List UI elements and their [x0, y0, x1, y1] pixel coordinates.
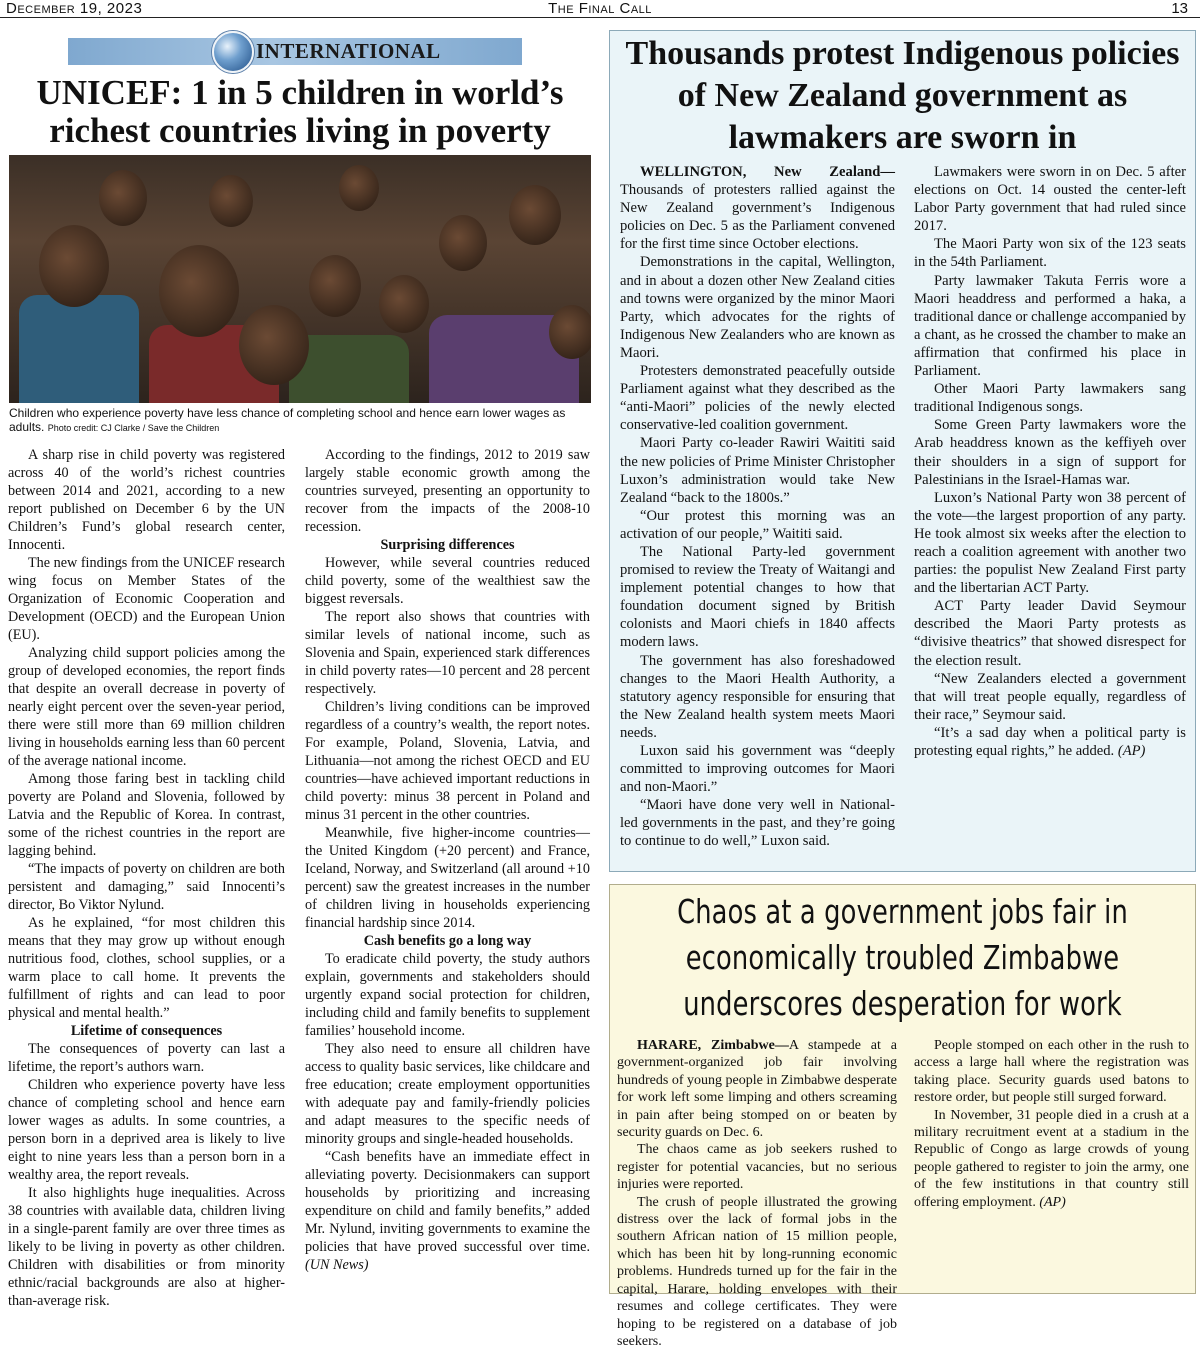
paragraph: “New Zealanders elected a government that will treat people equally, regardless of their race,” Seymour said. [914, 670, 1186, 723]
paragraph: The report also shows that countries with similar levels of national income, such as Slovenia and Spain, experienced stark differences in child poverty rates—10 percent and 28 percent respectively. [305, 609, 590, 697]
paragraph: People stomped on each other in the rush to access a large hall where the registration was taking place. Security guards used batons to restore order, but people still surged forward. [914, 1038, 1189, 1106]
source-credit: (AP) [1039, 1194, 1066, 1210]
paragraph-text: A stampede at a government-organized job fair involving hundreds of young people in Zimbabwe desperate for work left some limping and others screaming in pain after being stomped on or beaten by security guards on Dec. 6. [617, 1038, 897, 1141]
paragraph [914, 1107, 1189, 1211]
paragraph-text: In November, 31 people died in a crush at a military recruitment event at a stadium in the Republic of Congo as large crowds of young people gathered to register to join the army, one of the few institutions in that country still offering employment. [914, 1107, 1189, 1210]
paragraph: The consequences of poverty can last a lifetime, the report’s authors warn. [8, 1041, 285, 1075]
subheading: Cash benefits go a long way [363, 933, 532, 949]
paragraph: Party lawmaker Takuta Ferris wore a Maori headdress and performed a haka, a traditional dance or challenge accompanied by a chant, as he crossed the chamber to make an affirmation that confirmed his place in Parliament. [914, 272, 1186, 380]
paragraph: A sharp rise in child poverty was registered across 40 of the world’s richest countries between 2014 and 2021, according to a new report published on December 6 by the UN Children’s Fund’s global research center, Innocenti. [8, 447, 285, 553]
zim-column-2 [914, 1037, 1189, 1211]
globe-icon [212, 31, 254, 73]
paragraph: It also highlights huge inequalities. Across 38 countries with available data, children living in a single-parent family are over three times as likely to be living in poverty as other children. Children with disabilities or from minority ethnic/racial backgrounds are also at higher-than-average risk. [8, 1185, 285, 1309]
paragraph-text: Thousands of protesters rallied against the New Zealand government’s Indigenous policies on Dec. 5 as the Parliament convened for the first time since October elections. [620, 182, 895, 253]
paragraph: The National Party-led government promised to review the Treaty of Waitangi and implement potential changes to how that foundation document signed by British colonists and Maori chiefs in 1840 affects modern laws. [620, 543, 895, 651]
paragraph [305, 1148, 590, 1274]
paragraph: Children who experience poverty have less chance of completing school and hence earn lower wages as adults. In some countries, a person born in a deprived area is likely to live eight to nine years less than a person born in a wealthy area, the report reveals. [8, 1077, 285, 1183]
paragraph: Luxon’s National Party won 38 percent of the vote—the largest proportion of any party. He took almost six weeks after the election to reach a coalition agreement with another two parties: the populist New Zealand First party and the libertarian ACT Party. [914, 489, 1186, 597]
page-number: 13 [1171, 0, 1188, 17]
subheading: Surprising differences [380, 537, 515, 553]
paragraph: They also need to ensure all children have access to quality basic services, like childcare and free education; create employment opportunities with adequate pay and family-friendly policies and adapt measures to the specific needs of minority groups and single-headed households. [305, 1041, 590, 1147]
dateline: HARARE, Zimbabwe— [637, 1038, 789, 1053]
paragraph: To eradicate child poverty, the study authors explain, governments and stakeholders should urgently expand social protection for children, including child and family benefits to supplement families’ household income. [305, 951, 590, 1039]
paragraph: Other Maori Party lawmakers sang traditional Indigenous songs. [914, 381, 1186, 416]
issue-date: December 19, 2023 [6, 0, 143, 17]
source-credit: (UN News) [305, 1257, 369, 1273]
paragraph: Among those faring best in tackling child poverty are Poland and Slovenia, followed by Latvia and the Republic of Korea. In contrast, some of the richest countries in the report are lagging behind. [8, 771, 285, 859]
article-photo [9, 155, 591, 403]
zim-headline: Chaos at a government jobs fair in economically troubled Zimbabwe underscores desperation for work [677, 892, 1128, 1023]
paragraph-text: “It’s a sad day when a political party is protesting equal rights,” he added. [914, 724, 1186, 759]
nz-column-1 [620, 163, 895, 851]
subheading: Lifetime of consequences [70, 1023, 223, 1039]
nz-column-2 [914, 163, 1186, 760]
paragraph: As he explained, “for most children this means that they may grow up without enough nutritious food, clothes, school supplies, or a warm place to call home. It prevents the fulfillment of rights and can lead to poor physical and mental health.” [8, 915, 285, 1021]
paragraph: The Maori Party won six of the 123 seats in the 54th Parliament. [914, 236, 1186, 271]
photo-credit: Photo credit: CJ Clarke / Save the Children [47, 423, 220, 433]
paragraph: Analyzing child support policies among the group of developed economies, the report finds that despite an overall decrease in poverty of nearly eight percent over the seven-year period, there were still more than 69 million children living in households earning less than 60 percent of the average national income. [8, 645, 285, 769]
paragraph [914, 724, 1186, 760]
page-header [0, 0, 1200, 18]
paragraph: According to the findings, 2012 to 2019 saw largely stable economic growth among the countries surveyed, presenting an opportunity to recover from the impacts of the 2008-10 recession. [305, 447, 590, 535]
left-headline: UNICEF: 1 in 5 children in world’s richest countries living in poverty [36, 73, 564, 150]
left-column-1 [8, 446, 285, 1310]
paragraph: Meanwhile, five higher-income countries—the United Kingdom (+20 percent) and France, Iceland, Norway, and Switzerland (all around +10 percent) saw the greatest increases in the number of children living in households experiencing financial hardship since 2014. [305, 825, 590, 931]
paragraph: ACT Party leader David Seymour described the Maori Party protests as “divisive theatrics” that showed disrespect for the election result. [914, 598, 1186, 669]
paragraph: Some Green Party lawmakers wore the Arab headdress known as the keffiyeh over their shoulders in a sign of support for Palestinians in the Israel-Hamas war. [914, 417, 1186, 488]
paragraph: The chaos came as job seekers rushed to register for potential vacancies, but no serious injuries were reported. [617, 1142, 897, 1193]
paragraph: Maori Party co-leader Rawiri Waititi said the new policies of Prime Minister Christopher Luxon’s administration would take New Zealand “back to the 1800s.” [620, 435, 895, 506]
paragraph: Demonstrations in the capital, Wellington, and in about a dozen other New Zealand cities and towns were organized by the minor Maori Party, which advocates for the rights of Indigenous New Zealanders who are known as Maori. [620, 254, 895, 361]
paragraph: “Our protest this morning was an activation of our people,” Waititi said. [620, 507, 895, 542]
paragraph: The new findings from the UNICEF research wing focus on Member States of the Organization of Economic Cooperation and Development (OECD) and the European Union (EU). [8, 555, 285, 643]
paragraph: Protesters demonstrated peacefully outside Parliament against what they described as the “anti-Maori” policies of the newly elected conservative-led coalition government. [620, 363, 895, 434]
caption-text: Children who experience poverty have less chance of completing school and hence earn lower wages as adults. [9, 406, 566, 434]
dateline: WELLINGTON, New Zealand— [640, 164, 895, 180]
left-column-2 [305, 446, 590, 1274]
paragraph: Lawmakers were sworn in on Dec. 5 after elections on Oct. 14 ousted the center-left Labor Party government that had ruled since 2017. [914, 164, 1186, 235]
source-credit: (AP) [1117, 743, 1146, 759]
paragraph: The crush of people illustrated the growing distress over the lack of formal jobs in the southern African nation of 15 million people, which has been hit by long-running economic problems. Hundreds turned up for the fair in the capital, Harare, holding envelopes with their resumes and college certificates. They were hoping to be registered on a database of job seekers. [617, 1194, 897, 1349]
zim-column-1 [617, 1037, 897, 1350]
paragraph: “The impacts of poverty on children are both persistent and damaging,” said Innocenti’s director, Bo Viktor Nylund. [8, 861, 285, 913]
paragraph [620, 163, 895, 253]
photo-caption [9, 406, 594, 435]
nz-headline: Thousands protest Indigenous policies of New Zealand government as lawmakers are sworn in [625, 35, 1180, 156]
paragraph: The government has also foreshadowed changes to the Maori Health Authority, a statutory agency responsible for ensuring that the New Zealand health system meets Maori needs. [620, 652, 895, 741]
paragraph: Luxon said his government was “deeply committed to improving outcomes for Maori and non-Maori.” [620, 743, 895, 796]
paragraph [617, 1037, 897, 1141]
section-label: INTERNATIONAL [256, 39, 441, 63]
paper-name: The Final Call [548, 0, 652, 17]
paragraph: Children’s living conditions can be improved regardless of a country’s wealth, the report notes. For example, Poland, Slovenia, Latvia, and Lithuania—not among the richest OECD and EU countries—have achieved important reductions in child poverty: minus 38 percent in Poland and minus 31 percent in the other countries. [305, 699, 590, 823]
paragraph-text: “Cash benefits have an immediate effect in alleviating poverty. Decisionmakers can support households by prioritizing and increasing expenditure on child and family benefits,” added Mr. Nylund, inviting governments to examine the policies that have proved successful over time. [305, 1149, 590, 1255]
paragraph: “Maori have done very well in National-led governments in the past, and they’re going to continue to do well,” Luxon said. [620, 797, 895, 850]
paragraph: However, while several countries reduced child poverty, some of the wealthiest saw the biggest reversals. [305, 555, 590, 607]
